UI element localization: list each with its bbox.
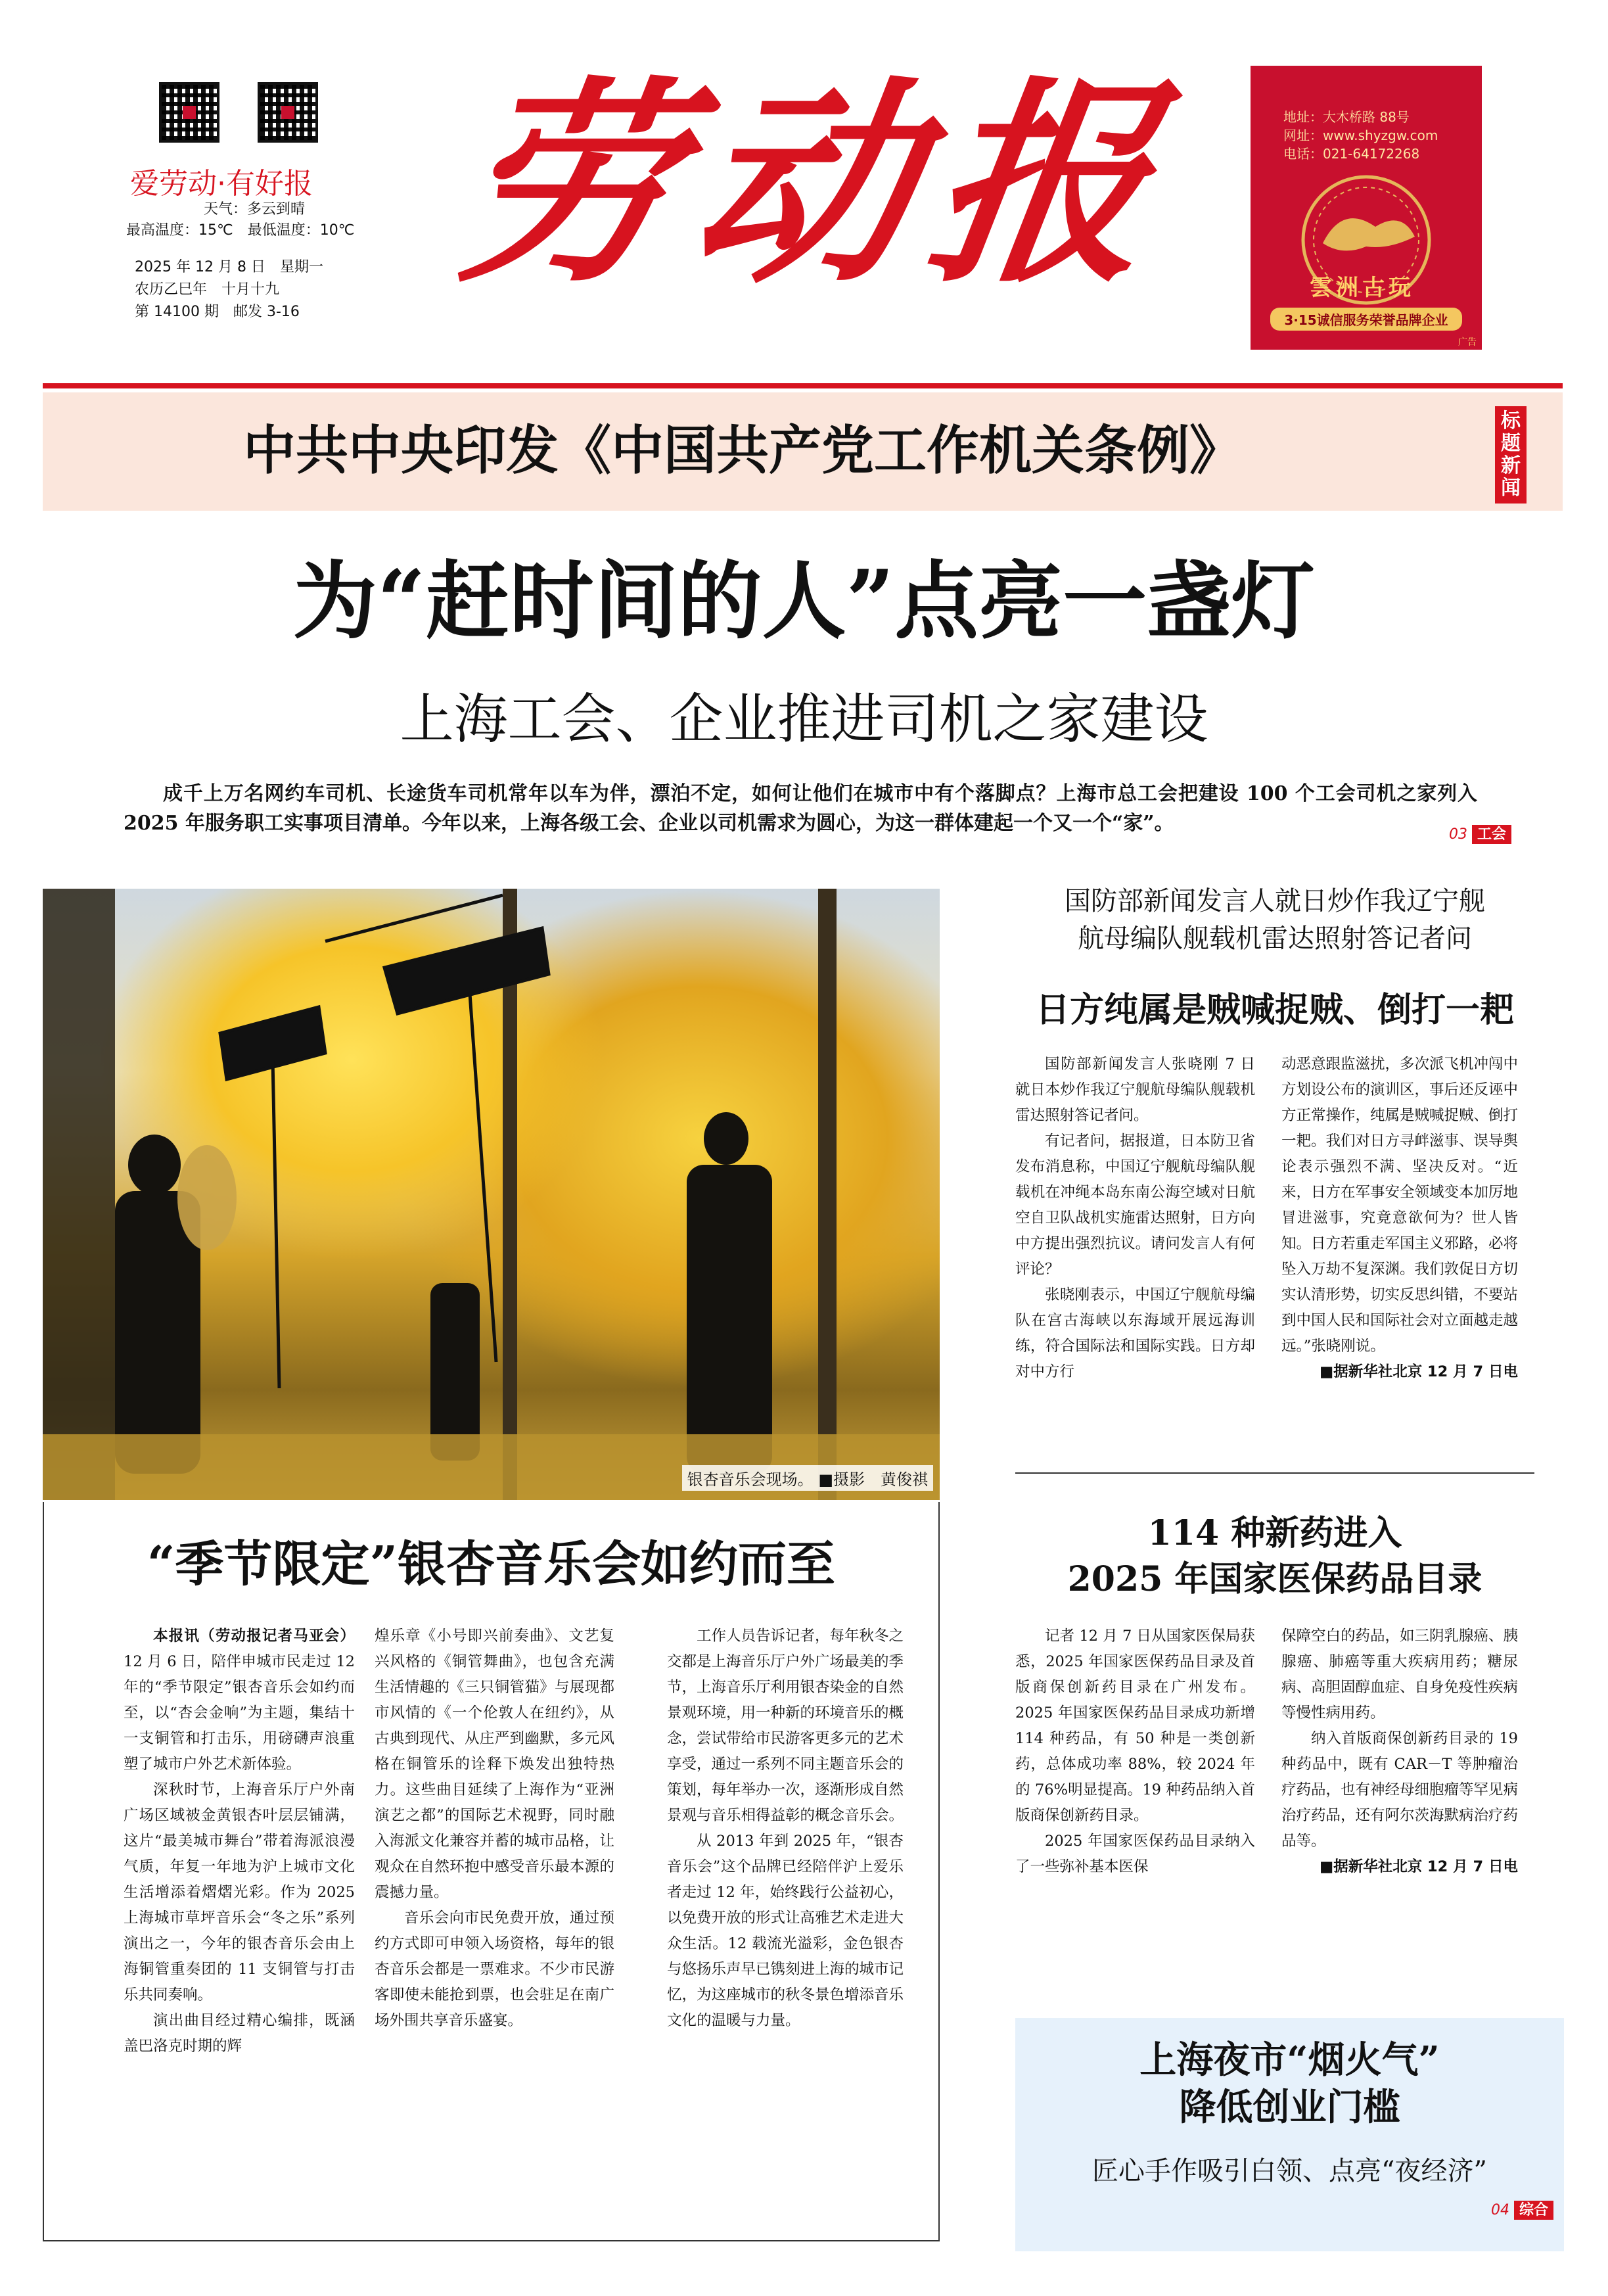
- drugs-col-1: [1015, 1624, 1255, 1880]
- drugs-c1p1: 记者 12 月 7 日从国家医保局获悉，2025 年国家医保药品目录及首版商保创新药目录在广州发布。2025 年国家医保药品目录成功新增 114 种药品，有 50 种是一类创新药，总体成功率 88%，较 2024 年的 76%明显提高。19 种药品纳入首版商保创新药目录。: [1015, 1628, 1255, 1824]
- night-market-headline-1: 上海夜市“烟火气”: [1139, 2038, 1440, 2082]
- lunar-line: 农历乙巳年 十月十九: [135, 281, 280, 298]
- defense-dateline: ■据新华社北京 12 月 7 日电: [1319, 1363, 1518, 1380]
- right-rule: [1015, 1472, 1534, 1474]
- ad-award: 3·15诚信服务荣誉品牌企业: [1270, 308, 1462, 331]
- lead-section-name: 工会: [1472, 825, 1511, 844]
- ad-brand: 雲洲古玩: [1310, 275, 1415, 301]
- night-market-section-name: 综合: [1514, 2201, 1553, 2220]
- issue-line: 第 14100 期 邮发 3-16: [135, 304, 300, 320]
- ad-label: 广告: [1458, 337, 1477, 348]
- antique-ad: [1251, 66, 1482, 350]
- lead-headline[interactable]: 为“赶时间的人”点亮一盏灯: [292, 552, 1316, 651]
- defense-c2p1: 动恶意跟监滋扰，多次派飞机冲闯中方划设公布的演训区，事后还反诬中方正常操作，纯属是贼喊捉贼、倒打一耙。我们对日方寻衅滋事、误导舆论表示强烈不满、坚决反对。“近来，日方在军事安全领域变本加厉地冒进滋事，究竟意欲何为？世人皆知。日方若重走军国主义邪路，必将坠入万劫不复深渊。我们敦促日方切实认清形势，切实反思纠错，不要站到中国人民和国际社会对立面越走越远。”张晓刚说。: [1281, 1056, 1519, 1355]
- drugs-c2p1: 保障空白的药品，如三阴乳腺癌、胰腺癌、肺癌等重大疾病用药；糖尿病、高胆固醇血症、自身免疫性疾病等慢性病用药。: [1281, 1628, 1519, 1722]
- defense-c1p3: 张晓刚表示，中国辽宁舰航母编队在宫古海峡以东海域开展远海训练，符合国际法和国际实践。日方却对中方行: [1015, 1286, 1255, 1380]
- slogan: 爱劳动·有好报: [130, 167, 313, 200]
- night-market-subheadline: 匠心手作吸引白领、点亮“夜经济”: [1092, 2156, 1487, 2186]
- caption-credit: ■摄影 黄俊祺: [818, 1470, 928, 1489]
- lead-section-tag[interactable]: [1449, 823, 1511, 843]
- concert-c2p2: 音乐会向市民免费开放，通过预约方式即可申领入场资格，每年的银杏音乐会都是一票难求。不少市民游客即使未能抢到票，也会驻足在南广场外围共享音乐盛宴。: [375, 1909, 614, 2029]
- concert-photo: [43, 889, 940, 1500]
- concert-col-3: [667, 1624, 904, 2034]
- drugs-headline-2[interactable]: 2025 年国家医保药品目录: [1067, 1559, 1482, 1599]
- night-market-promo[interactable]: [1015, 2018, 1564, 2251]
- defense-col-1: [1015, 1052, 1255, 1385]
- defense-c1p2: 有记者问，据报道，日本防卫省发布消息称，中国辽宁舰航母编队舰载机在冲绳本岛东南公海空域对日航空自卫队战机实施雷达照射，日方向中方提出强烈抗议。请问发言人有何评论？: [1015, 1133, 1255, 1278]
- night-market-page-ref: 04: [1490, 2202, 1509, 2218]
- ad-phone: 电话：021-64172268: [1283, 146, 1420, 162]
- defense-kicker-1: 国防部新闻发言人就日炒作我辽宁舰: [1065, 886, 1485, 916]
- banner-tag: 标题新闻: [1495, 406, 1527, 504]
- newspaper-logo: 劳动报: [442, 57, 1188, 312]
- concert-col-2: [375, 1624, 614, 2034]
- qr-code-right: [258, 82, 318, 143]
- banner-headline[interactable]: 中共中央印发《中国共产党工作机关条例》: [243, 419, 1242, 481]
- date-line: 2025 年 12 月 8 日 星期一: [135, 259, 323, 275]
- drugs-c1p2: 2025 年国家医保药品目录纳入了一些弥补基本医保: [1015, 1833, 1255, 1875]
- concert-c3p1: 工作人员告诉记者，每年秋冬之交都是上海音乐厅户外广场最美的季节，上海音乐厅利用银杏染金的自然景观环境，用一种新的环境音乐的概念，尝试带给市民游客更多元的艺术享受，通过一系列不同主题音乐会的策划，每年举办一次，逐渐形成自然景观与音乐相得益彰的概念音乐会。: [667, 1628, 904, 1824]
- concert-c1p1: 12 月 6 日，陪伴申城市民走过 12 年的“季节限定”银杏音乐会如约而至，以“杏会金响”为主题，集结十一支铜管和打击乐，用磅礴声浪重塑了城市户外艺术新体验。: [124, 1653, 355, 1773]
- concert-c1p2: 深秋时节，上海音乐厅户外南广场区域被金黄银杏叶层层铺满，这片“最美城市舞台”带着海派浪漫气质，年复一年地为沪上城市文化生活增添着熠熠光彩。作为 2025 上海城市草坪音乐会“冬之乐”系列演出之一，今年的银杏音乐会由上海铜管重奏团的 11 支铜管与打击乐共同奏响。: [124, 1781, 355, 2003]
- weather: 天气：多云到晴: [204, 201, 306, 218]
- concert-c2p1: 煌乐章《小号即兴前奏曲》、文艺复兴风格的《铜管舞曲》，也包含充满生活情趣的《三只铜管猫》与展现都市风情的《一个伦敦人在纽约》，从古典到现代、从庄严到幽默，多元风格在铜管乐的诠释下焕发出独特热力。这些曲目延续了上海作为“亚洲演艺之都”的国际艺术视野，同时融入海派文化兼容并蓄的城市品格，让观众在自然环抱中感受音乐最本源的震撼力量。: [375, 1628, 614, 1901]
- photo-caption: [682, 1465, 933, 1491]
- defense-col-2: [1281, 1052, 1518, 1385]
- ad-address: 地址：大木桥路 88号: [1283, 109, 1410, 125]
- qr-code-left: [159, 82, 219, 143]
- photo-silhouettes: [43, 889, 940, 1500]
- concert-headline[interactable]: “季节限定”银杏音乐会如约而至: [147, 1536, 836, 1593]
- caption-text: 银杏音乐会现场。: [687, 1470, 814, 1489]
- drugs-c2p2: 纳入首版商保创新药目录的 19 种药品中，既有 CAR－T 等肿瘤治疗药品，也有神经母细胞瘤等罕见病治疗药品，还有阿尔茨海默病治疗药品等。: [1281, 1730, 1519, 1850]
- drugs-col-2: [1281, 1624, 1518, 1880]
- ad-website: 网址：www.shyzgw.com: [1283, 128, 1438, 143]
- night-market-headline-2: 降低创业门槛: [1179, 2086, 1400, 2129]
- lead-summary: 成千上万名网约车司机、长途货车司机常年以车为伴，漂泊不定，如何让他们在城市中有个落脚点？上海市总工会把建设 100 个工会司机之家列入 2025 年服务职工实事项目清单。今年以来，上海各级工会、企业以司机需求为圆心，为这一群体建起一个又一个“家”。: [124, 782, 1477, 835]
- lead-page-ref: 03: [1449, 826, 1467, 843]
- concert-col-1: [124, 1624, 355, 2059]
- defense-kicker-2: 航母编队舰载机雷达照射答记者问: [1078, 924, 1472, 954]
- drugs-headline-1[interactable]: 114 种新药进入: [1147, 1513, 1402, 1553]
- concert-byline: 本报讯（劳动报记者马亚会）: [153, 1628, 355, 1645]
- concert-c1p3: 演出曲目经过精心编排，既涵盖巴洛克时期的辉: [124, 2012, 355, 2055]
- masthead-rule: [43, 383, 1563, 388]
- lead-subheadline: 上海工会、企业推进司机之家建设: [400, 688, 1208, 751]
- defense-c1p1: 国防部新闻发言人张晓刚 7 日就日本炒作我辽宁舰航母编队舰载机雷达照射答记者问。: [1015, 1056, 1255, 1124]
- defense-headline[interactable]: 日方纯属是贼喊捉贼、倒打一耙: [1035, 990, 1514, 1030]
- drugs-dateline: ■据新华社北京 12 月 7 日电: [1319, 1858, 1518, 1875]
- concert-c3p2: 从 2013 年到 2025 年，“银杏音乐会”这个品牌已经陪伴沪上爱乐者走过 12 年，始终践行公益初心，以免费开放的形式让高雅艺术走进大众生活。12 载流光溢彩，金色银杏与悠扬乐声早已镌刻进上海的城市记忆，为这座城市的秋冬景色增添音乐文化的温暖与力量。: [667, 1833, 904, 2029]
- temperature: 最高温度：15℃ 最低温度：10℃: [126, 222, 355, 239]
- night-market-section-tag: [1491, 2199, 1553, 2219]
